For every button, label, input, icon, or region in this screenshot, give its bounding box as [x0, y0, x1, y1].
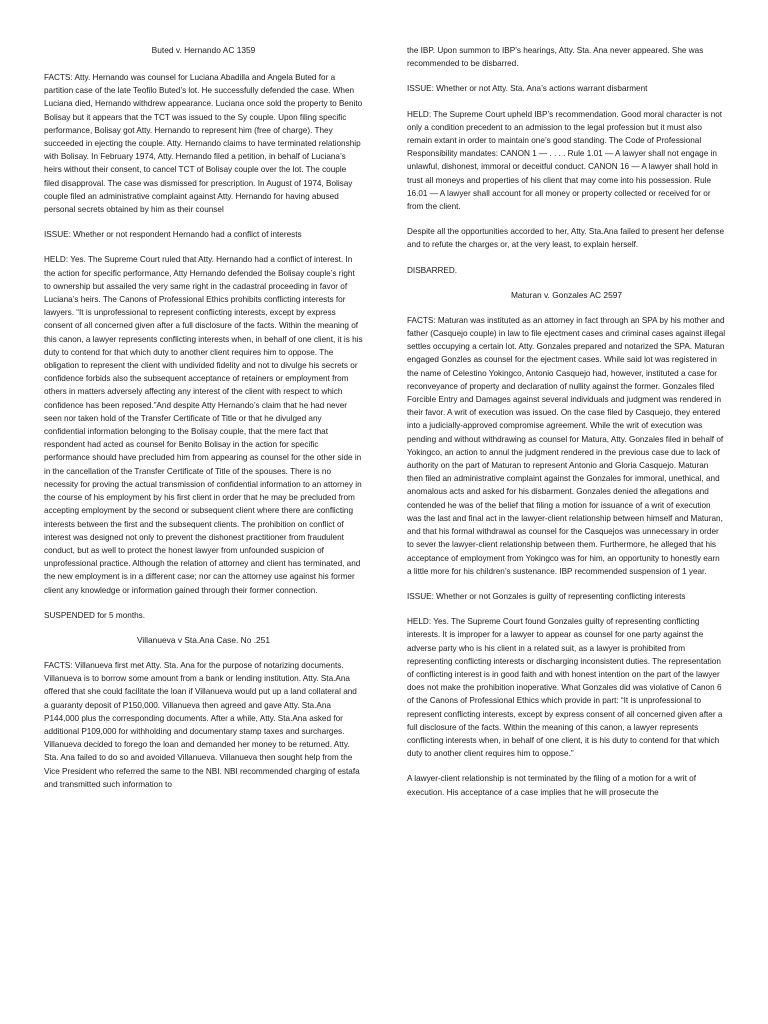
- issue-paragraph: ISSUE: Whether or not Atty. Sta. Ana’s actions warrant disbarment: [407, 84, 648, 94]
- right-column: [407, 44, 726, 1024]
- held-paragraph: HELD: The Supreme Court upheld IBP’s recommendation. Good moral character is not only a condition precedent to an admission to the legal profession but it must also remain extant in order to maintain one’s good standing. The Code of Professional Responsibility mandates: CANON 1 — . . . . Rule 1.01 — A lawyer shall not engage in unlawful, dishonest, immoral or deceitful conduct. CANON 16 — A lawyer shall hold in trust all moneys and properties of his client that may come into his possession. Rule 16.01 — A lawyer shall account for all money or property collected or received for or from the client.: [407, 109, 723, 212]
- left-column: [44, 44, 363, 1024]
- case-title-buted: Buted v. Hernando AC 1359: [151, 45, 256, 55]
- ruling-paragraph: DISBARRED.: [407, 265, 458, 275]
- facts-continued-paragraph: the IBP. Upon summon to IBP’s hearings, Atty. Sta. Ana never appeared. She was recommended to be disbarred.: [407, 46, 704, 69]
- held-paragraph: HELD: Yes. The Supreme Court ruled that Atty. Hernando had a conflict of interest. In the action for specific performance, Atty Hernando defended the Bolisay couple’s right to ownership but assailed the very same right in the cadastral proceeding in favor of Luciana’s heirs. The Canons of Professional Ethics prohibits conflicting interests for lawyers. “It is unprofessional to represent conflicting interests, except by express consent of all concerned given after a full disclosure of the facts. Within the meaning of this canon, a lawyer represents conflicting interests when, in behalf of one client, it is his duty to contend for that which duty to another client requires him to oppose. The obligation to represent the client with undivided fidelity and not to divulge his secrets or confidence forbids also the subsequent acceptance of retainers or employment from others in matters adversely affecting any interest of the client with respect to which confidence has been reposed.”And despite Atty Hernando’s claim that he had never seen nor taken hold of the Transfer Certificate of Title or that he divulged any confidential information belonging to the Bolisay couple, that the mere fact that respondent had acted as counsel for Benito Bolisay in the action for specific performance should have precluded him from appearing as counsel for the other side in in the cancellation of the Transfer Certificate of Title of the spouses. There is no necessity for proving the actual transmission of confidential information to an attorney in the course of his employment by his first client in order that he may be precluded from accepting employment by the second or subsequent client where there are conflicting interests between the first and the subsequent clients. The prohibition on conflict of interest was designed not only to prevent the dishonest practitioner from fraudulent conduct, but as well to protect the honest lawyer from unfounded suspicion of unprofessional practice. Although the relation of attorney and client has terminated, and the new employment is in a different case; nor can the attorney use against his former client any knowledge or information gained through their former connection.: [44, 255, 363, 595]
- issue-paragraph: ISSUE: Whether or not Gonzales is guilty of representing conflicting interests: [407, 591, 686, 601]
- held-paragraph: HELD: Yes. The Supreme Court found Gonzales guilty of representing conflicting interests. It is improper for a lawyer to appear as counsel for one party against the adverse party who is his client in a related suit, as a lawyer is prohibited from representing conflicting interests or discharging inconsistent duties. The representation of conflicting interest is in good faith and with honest intention on the part of the lawyer does not make the prohibition inoperative. What Gonzales did was violative of Canon 6 of the Canons of Professional Ethics which provide in part: “It is unprofessional to represent conflicting interests, except by express consent of all concerned given after a full disclosure of the facts. Within the meaning of this canon, a lawyer represents conflicting interests when, in behalf of one client, it is his duty to contend for that which duty to another client requires him to oppose.”: [407, 617, 723, 759]
- facts-paragraph: FACTS: Villanueva first met Atty. Sta. Ana for the purpose of notarizing documents. Villanueva is to borrow some amount from a bank or lending institution. Atty. Sta.Ana offered that she could facilitate the loan if Villanueva would put up a land collateral and a guaranty deposit of P150,000. Villanueva then agreed and gave Atty. Sta.Ana P144,000 plus the corresponding documents. After a while, Atty. Sta.Ana asked for additional P109,000 for withholding and documentary stamp taxes and surcharges. Villanueva decided to forego the loan and demanded her money to be returned. Atty. Sta. Ana failed to do so and avoided Villanueva. Villanueva then sought help from the Vice President who referred the same to the NBI. NBI recommended charging of estafa and transmitted such information to: [44, 660, 360, 789]
- facts-paragraph: FACTS: Atty. Hernando was counsel for Luciana Abadilla and Angela Buted for a partition case of the late Teofilo Buted’s lot. He successfully defended the case. When Luciana died, Hernando withdrew appearance. Luciana once sold the property to Benito Bolisay but it appears that the TCT was issued to the Sy couple. Upon filing specific performance, Bolisay got Atty. Hernando to represent him (free of charge). They succeeded in ejecting the couple. Atty. Hernando claims to have terminated relationship with Bolisay. In February 1974, Atty. Hernando filed a petition, in behalf of Luciana’s heirs without their consent, to cancel TCT of Bolisay couple over the lot. The couple filed disapproval. The case was dismissed for prescription. In August of 1974, Bolisay couple filed an administrative complaint against Atty. Hernando for having abused personal secrets obtained by him as their counsel: [44, 73, 363, 215]
- case-title-maturan: Maturan v. Gonzales AC 2597: [510, 289, 623, 300]
- ruling-paragraph: SUSPENDED for 5 months.: [44, 610, 146, 620]
- defense-paragraph: Despite all the opportunities accorded to her, Atty. Sta.Ana failed to present her defense and to refute the charges or, at the very least, to explain herself.: [407, 227, 725, 250]
- facts-paragraph: FACTS: Maturan was instituted as an attorney in fact through an SPA by his mother and father (Casquejo couple) in law to file ejectment cases and criminal cases against illegal settles occupying a certain lot. Atty. Gonzales prepared and notarized the SPA. Maturan engaged Gonzles as counsel for the ejectment cases. While said lot was registered in the name of Celestino Yokingco, Antonio Casquejo had, however, instituted a case for reconveyance of property and declaration of nullity against the former. Gonzales filed Forcible Entry and Damages against several individuals and judgment was rendered in their favor. A writ of execution was issued. On the case filed by Casquejo, they entered into a judicially-approved compromise agreement. While the writ of execution was pending and without withdrawing as counsel for Matura, Atty. Gonzales filed in behalf of Yokingco, an action to annul the judgment rendered in the previous case due to lack of authority on the part of Maturan to represent Antonio and Gloria Casquejo. Maturan then filed an administrative complaint against the Gonzales for immoral, unethical, and anomalous acts and asked for his disbarment. Gonzales denied the allegations and contended he was of the belief that filing a motion for issuance of a writ of execution was the last and final act in the lawyer-client relationship between himself and Maturan, and that his formal withdrawal as counsel for the Casquejos was unnecessary in order to sever the lawyer-client relationship between them. Furthermore, he alleged that his acceptance of employment from Yokingco was for him, an opportunity to honestly earn a little more for his children’s sustenance. IBP recommended suspension of 1 year.: [407, 315, 726, 576]
- case-title-villanueva: Villanueva v Sta.Ana Case. No .251: [137, 634, 270, 645]
- issue-paragraph: ISSUE: Whether or not respondent Hernando had a conflict of interests: [44, 230, 302, 240]
- relationship-paragraph: A lawyer-client relationship is not terminated by the filing of a motion for a writ of execution. His acceptance of a case implies that he will prosecute the: [407, 774, 696, 797]
